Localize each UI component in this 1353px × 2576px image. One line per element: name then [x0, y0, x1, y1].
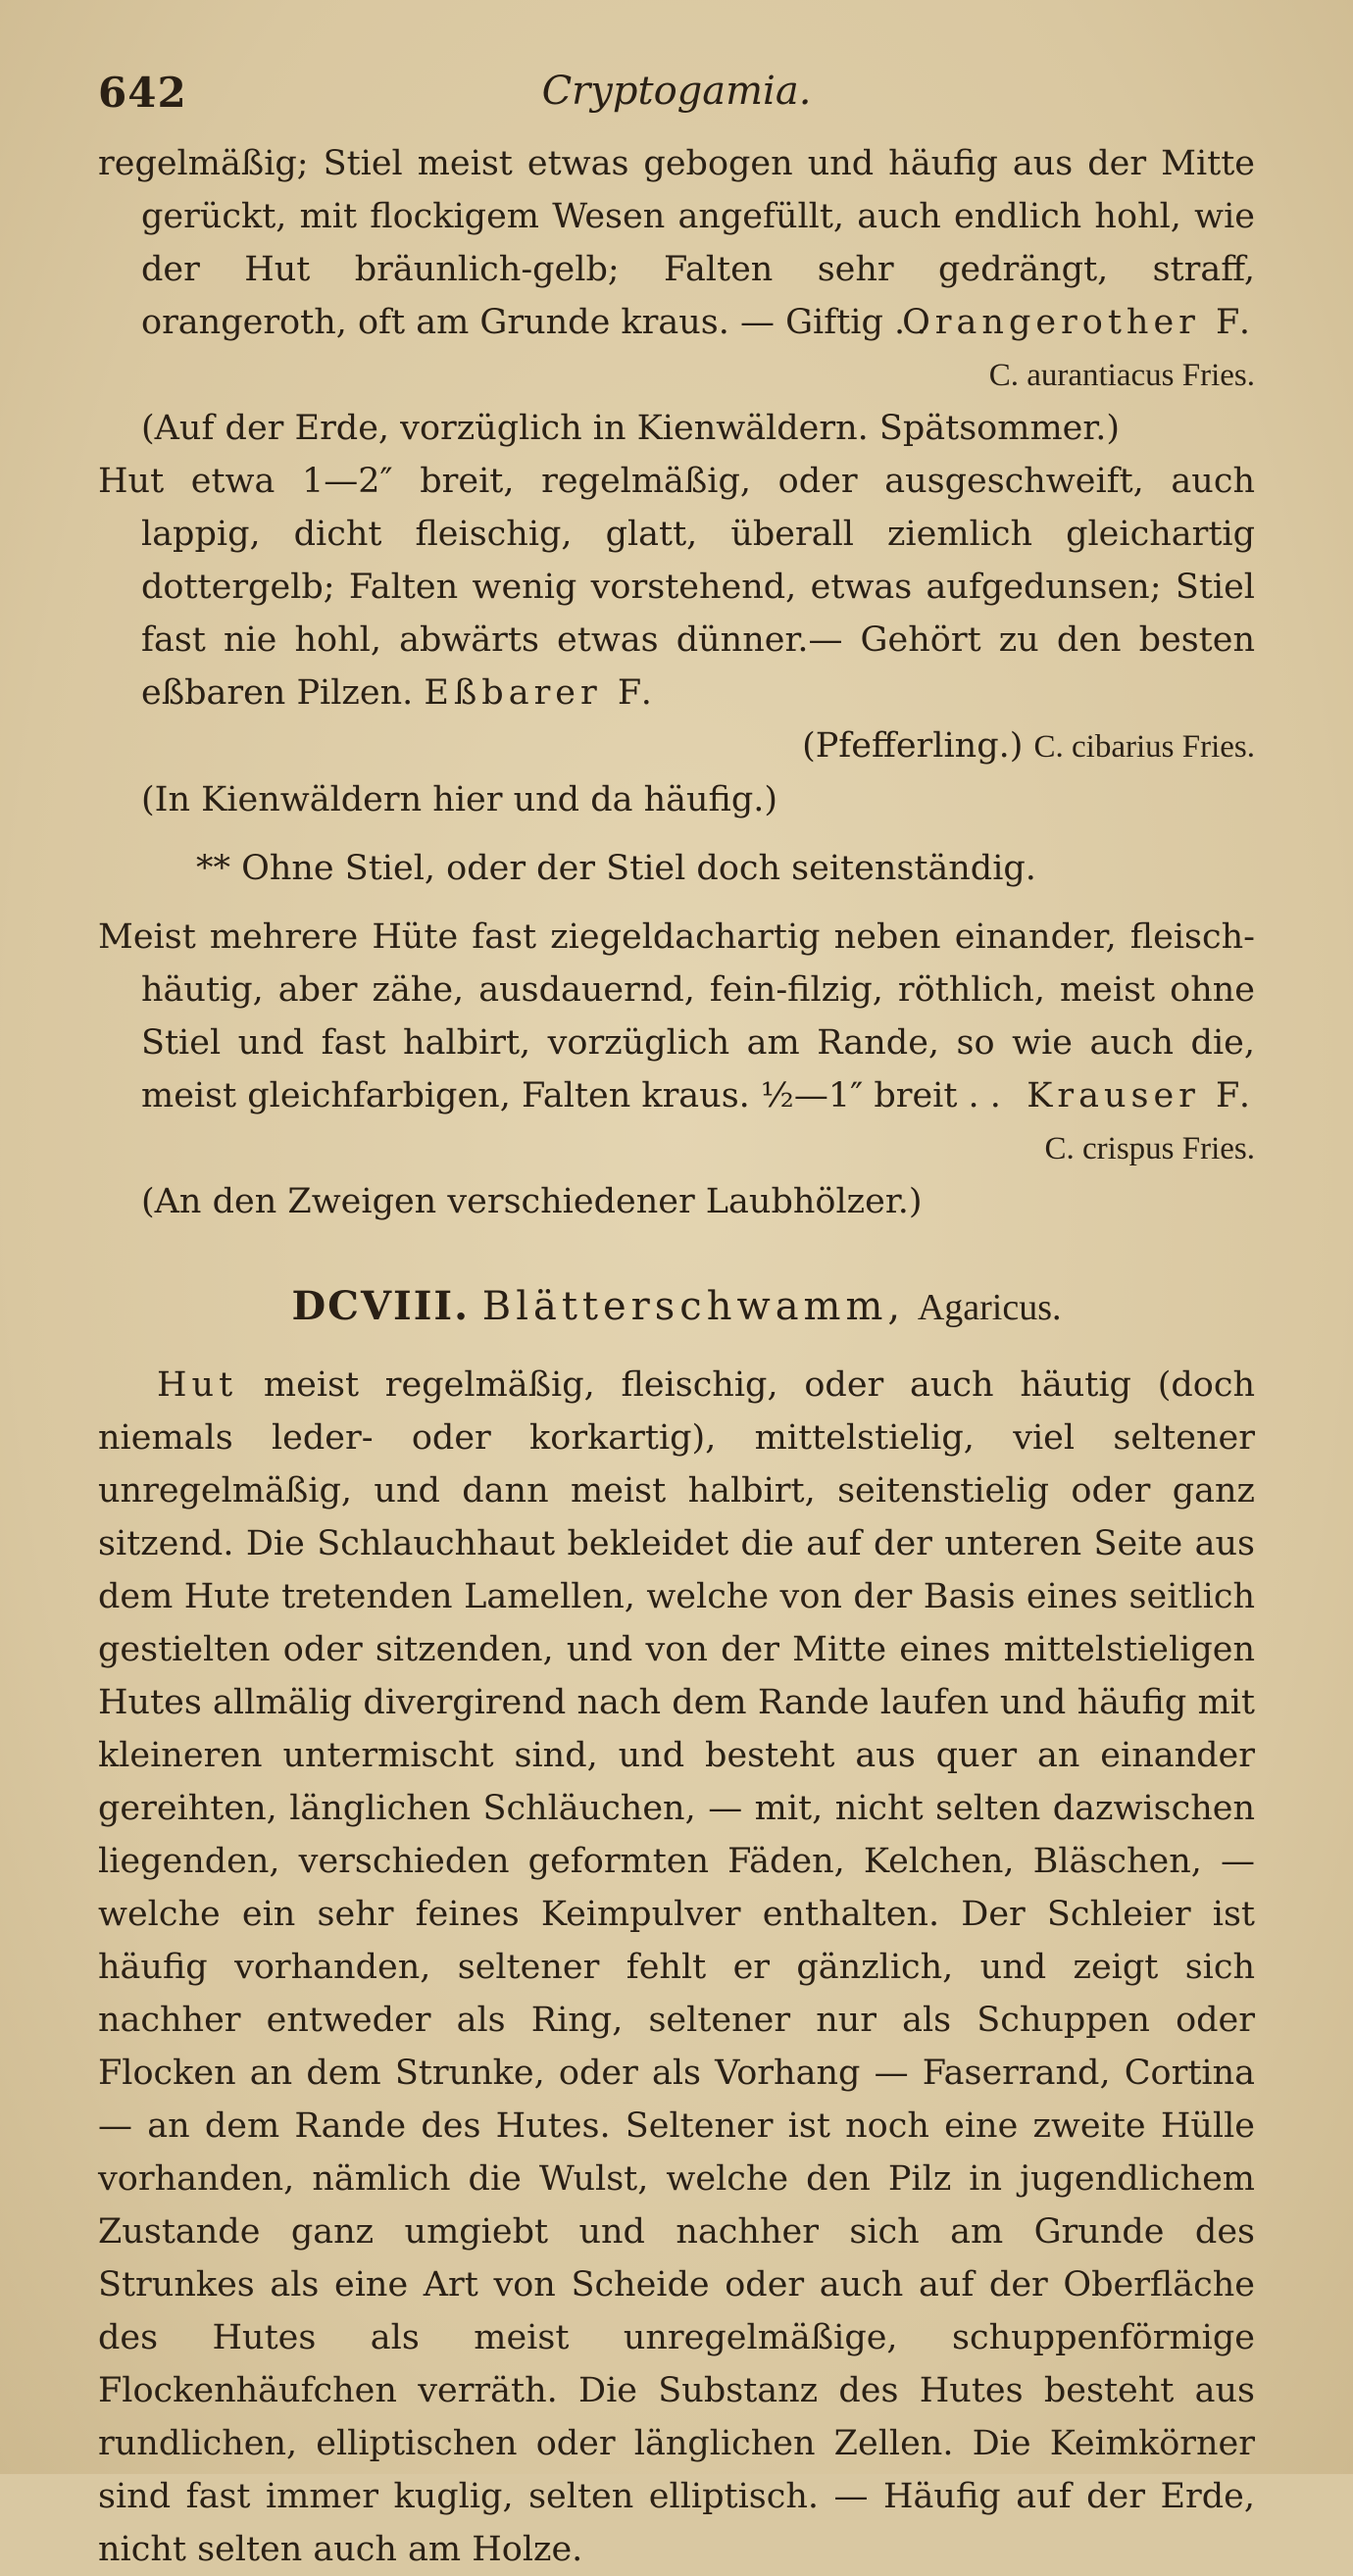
lead-word: Hut — [157, 1365, 238, 1405]
habitat-note: (An den Zweigen verschiedener Laubhölzer.) — [141, 1182, 923, 1221]
common-name: Orangerother F. — [902, 303, 1255, 342]
description-text: Hut etwa 1—2″ breit, regelmäßig, oder ausgeschweift, auch lappig, dicht fleischig, glatt, überall ziemlich gleichartig dottergelb; Falten wenig vorstehend, etwas aufgedunsen; Stiel fast nie hohl, abwärts etwas dünner.— Gehört zu den besten eßbaren Pilzen. — [98, 462, 1255, 713]
subsection-heading: ** Ohne Stiel, oder der Stiel doch seitenständig. — [196, 849, 1036, 888]
common-name: Eßbarer F. — [424, 673, 657, 713]
page-header — [98, 69, 1255, 137]
description-text: meist regelmäßig, fleischig, oder auch häutig (doch niemals leder- oder korkartig), mittelstielig, viel seltener unregelmäßig, und dann meist halbirt, seitenstielig oder ganz sitzend. Die Schlauchhaut bekleidet die auf der unteren Seite aus dem Hute tretenden Lamellen, welche von der Basis eines seitlich gestielten oder sitzenden, und von der Mitte eines mittelstieligen Hutes allmälig divergirend nach dem Rande laufen und häufig mit kleineren untermischt sind, und besteht aus quer an einander gereihten, länglichen Schläuchen, — mit, nicht selten dazwischen liegenden, verschieden geformten Fäden, Kelchen, Bläschen, — welche ein sehr feines Keimpulver enthalten. Der Schleier ist häufig vorhanden, seltener fehlt er gänzlich, und zeigt sich nachher entweder als Ring, seltener nur als Schuppen oder Flocken an dem Strunke, oder als Vorhang — Faserrand, Cortina — an dem Rande des Hutes. Seltener ist noch eine zweite Hülle vorhanden, nämlich die Wulst, welche den Pilz in jugendlichem Zustande ganz umgiebt und nachher sich am Grunde des Strunkes als eine Art von Scheide oder auch auf der Oberfläche des Hutes als meist unregelmäßige, schuppenförmige Flockenhäufchen verräth. Die Substanz des Hutes besteht aus rundlichen, elliptischen oder länglichen Zellen. Die Keimkörner sind fast immer kuglig, selten elliptisch. — Häufig auf der Erde, nicht selten auch am Holze. — [98, 1365, 1255, 2569]
paragraph-description-1 — [98, 137, 1255, 349]
latin-name: C. cibarius Fries. — [1033, 729, 1255, 765]
section-name: Blätterschwamm, — [481, 1284, 906, 1329]
common-name: Krauser F. — [1027, 1076, 1255, 1115]
section-number: DCVIII. — [291, 1283, 471, 1329]
paragraph-description-3 — [98, 911, 1255, 1122]
vernacular-latin-line — [98, 719, 1255, 773]
paragraph-description-2 — [98, 455, 1255, 719]
paragraph-genus-description — [98, 1359, 1255, 2576]
vernacular-name: (Pfefferling.) — [802, 726, 1024, 766]
latin-name: C. crispus Fries. — [1044, 1131, 1255, 1166]
page-number: 642 — [98, 69, 187, 117]
section-heading — [98, 1283, 1255, 1329]
section-latin-name: Agaricus. — [917, 1287, 1062, 1328]
running-title: Cryptogamia. — [541, 69, 812, 114]
habitat-note: (In Kienwäldern hier und da häufig.) — [141, 780, 778, 819]
habitat-note: (Auf der Erde, vorzüglich in Kienwäldern. Spätsommer.) — [141, 409, 1121, 448]
description-text: regelmäßig; Stiel meist etwas gebogen und häufig aus der Mitte gerückt, mit flockigem Wesen angefüllt, auch endlich hohl, wie der Hut bräunlich-gelb; Falten sehr gedrängt, straff, orangeroth, oft am Grunde kraus. — Giftig . . — [98, 144, 1255, 342]
description-text: Meist mehrere Hüte fast ziegeldachartig neben einander, fleisch-häutig, aber zähe, ausdauernd, fein-filzig, röthlich, meist ohne Stiel und fast halbirt, vorzüglich am Rande, so wie auch die, meist gleichfarbigen, Falten kraus. ½—1″ breit . . — [98, 917, 1255, 1115]
latin-name: C. aurantiacus Fries. — [988, 358, 1255, 393]
